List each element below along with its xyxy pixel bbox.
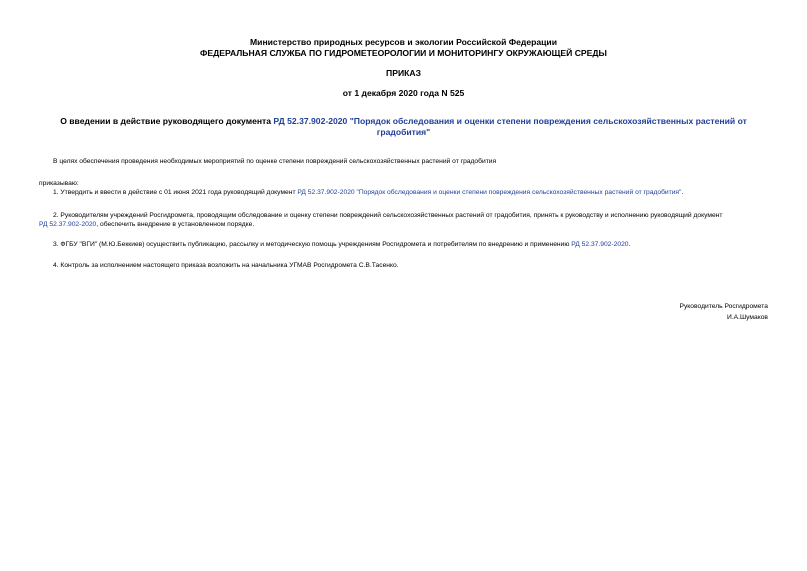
order-item-2-line-2 <box>39 220 254 230</box>
document-type: ПРИКАЗ <box>386 68 421 78</box>
orders-text: приказываю: <box>39 180 79 187</box>
ministry-name: Министерство природных ресурсов и экологии Российской Федерации <box>250 37 557 47</box>
item1-end: . <box>681 189 684 196</box>
item2-end: , обеспечить внедрение в установленном порядке. <box>96 221 255 228</box>
service-name: ФЕДЕРАЛЬНАЯ СЛУЖБА ПО ГИДРОМЕТЕОРОЛОГИИ И МОНИТОРИНГУ ОКРУЖАЮЩЕЙ СРЕДЫ <box>200 48 607 58</box>
title-document-link[interactable]: РД 52.37.902-2020 "Порядок обследования и оценки степени повреждения сельскохозяйственных растений от градобития" <box>273 116 747 137</box>
order-item-1 <box>53 188 683 198</box>
item3-document-link[interactable]: РД 52.37.902-2020 <box>571 241 629 248</box>
item2-document-link[interactable]: РД 52.37.902-2020 <box>39 221 97 228</box>
order-item-2-line-1: 2. Руководителям учреждений Росгидромета, проводящим обследование и оценку степени повреждений сельскохозяйственных растений от градобития, принять к руководству и исполнению руководящий документ <box>53 212 723 219</box>
signature-name: И.А.Шумаков <box>727 314 768 321</box>
item3-text: 3. ФГБУ "ВГИ" (М.Ю.Беккиев) осуществить публикацию, рассылку и методическую помощь учреждениям Росгидромета и потребителям по внедрению и применению <box>53 241 572 248</box>
preamble-text: В целях обеспечения проведения необходимых мероприятий по оценке степени повреждений сельскохозяйственных растений от градобития <box>53 158 497 165</box>
item1-document-link[interactable]: РД 52.37.902-2020 "Порядок обследования и оценки степени повреждения сельскохозяйственных растений от градобития" <box>297 189 682 196</box>
signature-position: Руководитель Росгидромета <box>679 303 768 310</box>
title-prefix: О введении в действие руководящего документа <box>60 116 274 126</box>
order-item-3 <box>53 240 630 250</box>
item1-text: 1. Утвердить и ввести в действие с 01 июня 2021 года руководящий документ <box>53 189 298 196</box>
document-title <box>40 116 767 138</box>
item3-end: . <box>628 241 631 248</box>
order-item-4: 4. Контроль за исполнением настоящего приказа возложить на начальника УГМАВ Росгидромета С.В.Тасенко. <box>53 262 399 269</box>
document-date-number: от 1 декабря 2020 года N 525 <box>342 88 465 98</box>
